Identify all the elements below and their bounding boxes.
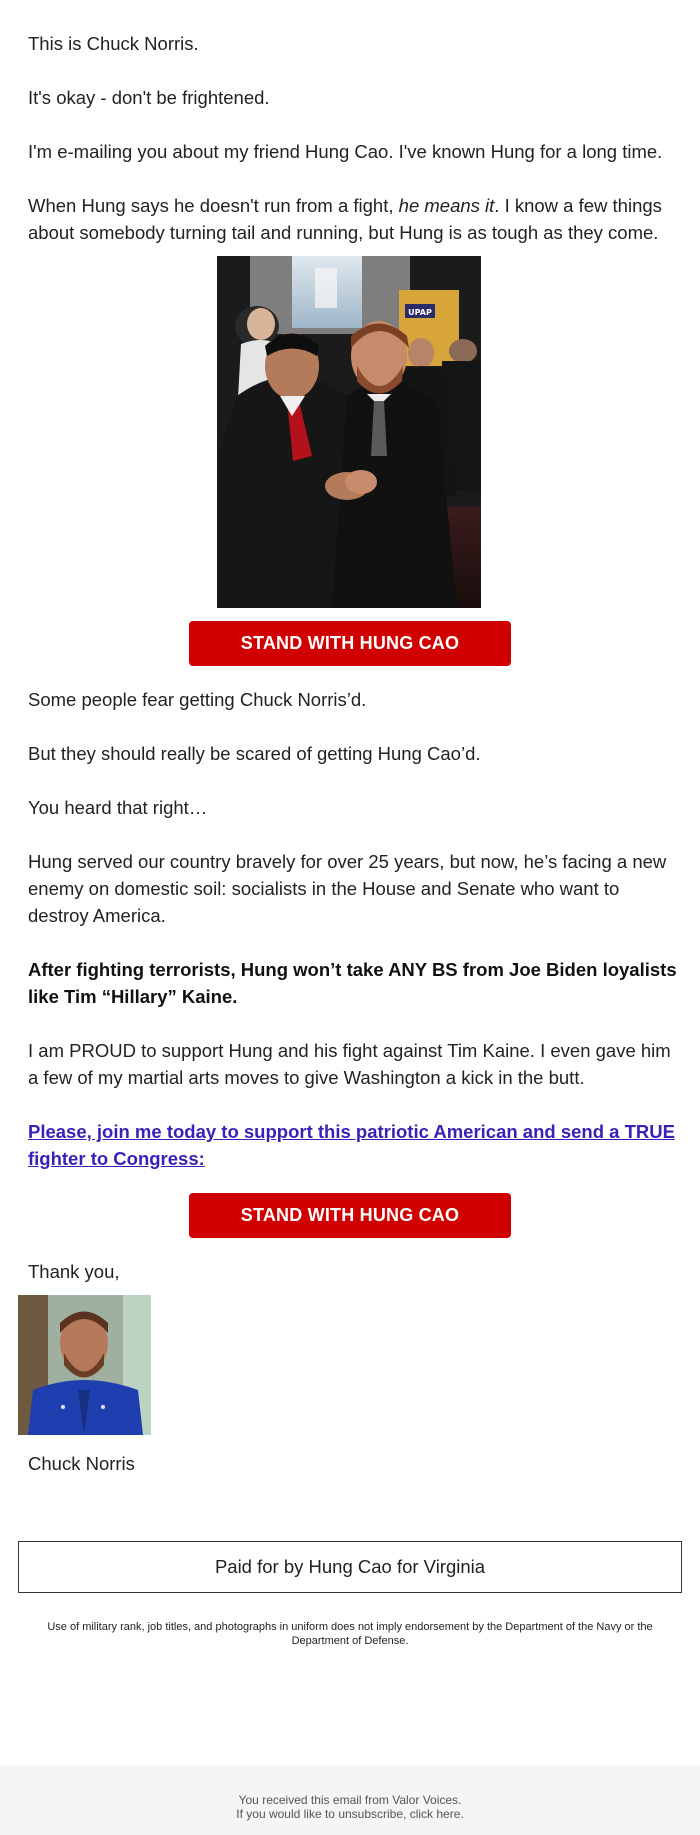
fight-text-start: When Hung says he doesn't run from a fight, [28,195,399,216]
fight-text-end: . I know a few things about somebody turning tail and running, but Hung is as tough as they come. [28,195,662,243]
intro-line: This is Chuck Norris. [28,33,199,54]
join-support-link[interactable]: Please, join me today to support this patriotic American and send a TRUE fighter to Congress: [28,1121,675,1169]
unsubscribe-link[interactable]: If you would like to unsubscribe, click here. [236,1807,464,1821]
disclaimer-text: Use of military rank, job titles, and photographs in uniform does not imply endorsement by the Department of the Navy or the Department of Defense. [47,1621,653,1647]
stand-with-hung-cao-button-bottom[interactable]: STAND WITH HUNG CAO [189,1193,511,1238]
stand-with-hung-cao-button-top[interactable]: STAND WITH HUNG CAO [189,621,511,666]
photo-hung-cao-and-chuck-norris [217,256,481,608]
closing-thank-you: Thank you, [28,1261,120,1282]
fight-text-emphasis: he means it [398,195,495,216]
chuck-norris-portrait [18,1295,151,1435]
received-from-text: You received this email from Valor Voices. [238,1793,462,1807]
portrait-illustration [18,1295,151,1435]
paragraph-chuck-norrisd: Some people fear getting Chuck Norris’d. [28,689,367,710]
signature-name: Chuck Norris [28,1453,135,1474]
photo-banner-text: UPAP [408,308,432,317]
paragraph-join-link [28,1118,678,1172]
paragraph-proud-support: I am PROUD to support Hung and his fight against Tim Kaine. I even gave him a few of my martial arts moves to give Washington a kick in the butt. [28,1040,671,1088]
paragraph-heard-right: You heard that right… [28,797,208,818]
email-footer [0,1765,700,1835]
paragraph-friend: I'm e-mailing you about my friend Hung Cao. I've known Hung for a long time. [28,141,663,162]
paid-for-box: Paid for by Hung Cao for Virginia [18,1541,682,1593]
paragraph-reassure: It's okay - don't be frightened. [28,87,270,108]
paragraph-bold-statement: After fighting terrorists, Hung won’t take ANY BS from Joe Biden loyalists like Tim “Hillary” Kaine. [28,959,677,1007]
photo-illustration [217,256,481,608]
paragraph-fight [28,192,678,246]
paragraph-hung-caod: But they should really be scared of getting Hung Cao’d. [28,743,481,764]
paragraph-served-country: Hung served our country bravely for over 25 years, but now, he’s facing a new enemy on domestic soil: socialists in the House and Senate who want to destroy America. [28,851,667,926]
